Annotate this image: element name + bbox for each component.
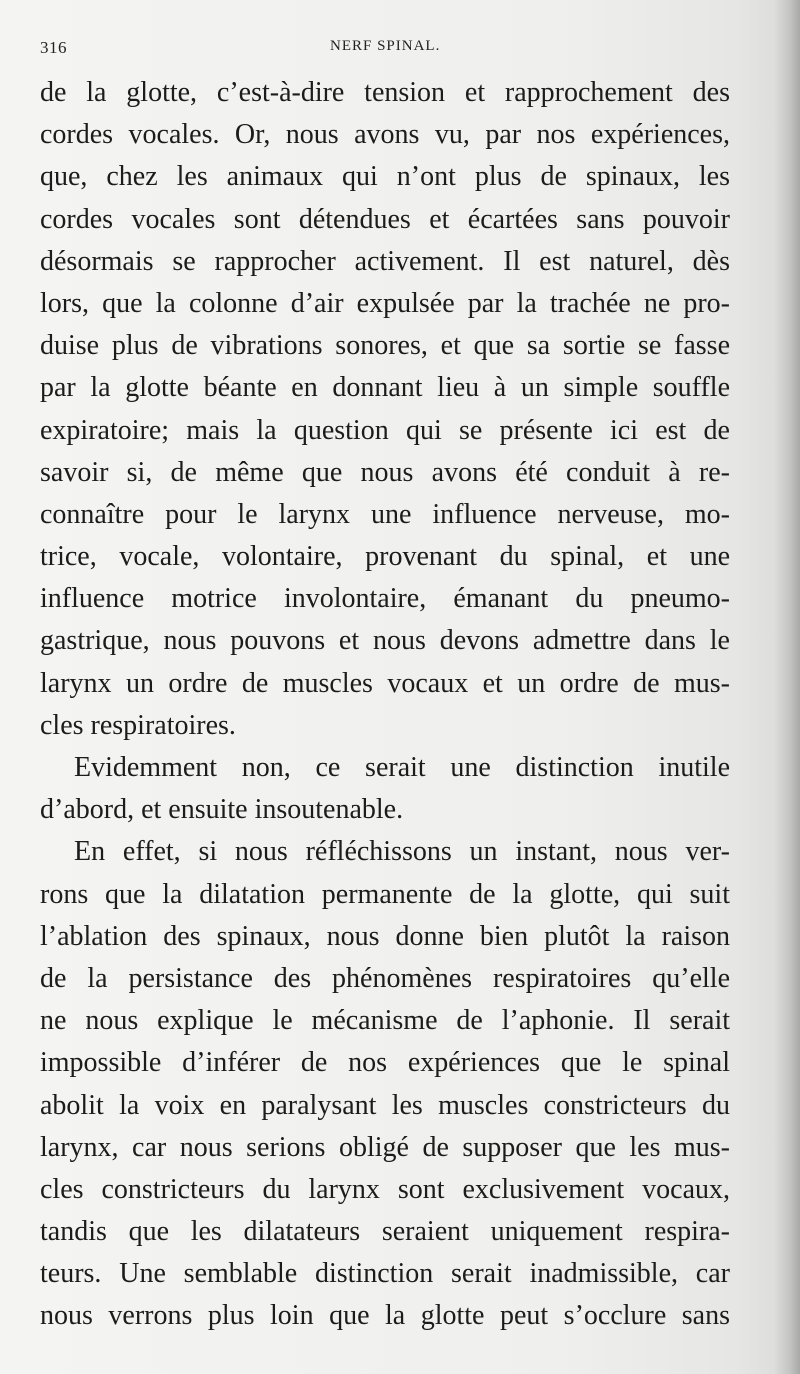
- text-line: que, chez les animaux qui n’ont plus de spinaux, les: [40, 161, 730, 193]
- text-line: cordes vocales. Or, nous avons vu, par nos expériences,: [40, 119, 730, 151]
- text-line: influence motrice involontaire, émanant du pneumo-: [40, 583, 730, 615]
- paragraph-start-line: En effet, si nous réfléchissons un instant, nous ver-: [74, 836, 730, 868]
- text-line: savoir si, de même que nous avons été conduit à re-: [40, 456, 730, 488]
- running-title: NERF SPINAL.: [330, 38, 441, 54]
- text-line: ne nous explique le mécanisme de l’aphonie. Il serait: [40, 1005, 730, 1037]
- text-line: trice, vocale, volontaire, provenant du spinal, et une: [40, 541, 730, 573]
- text-line: nous verrons plus loin que la glotte peut s’occlure sans: [40, 1300, 730, 1332]
- text-line: cles constricteurs du larynx sont exclusivement vocaux,: [40, 1173, 730, 1205]
- text-line: rons que la dilatation permanente de la glotte, qui suit: [40, 878, 730, 910]
- text-line: par la glotte béante en donnant lieu à un simple souffle: [40, 372, 730, 404]
- text-line: l’ablation des spinaux, nous donne bien plutôt la raison: [40, 920, 730, 952]
- text-line: tandis que les dilatateurs seraient uniquement respira-: [40, 1216, 730, 1248]
- text-line: de la persistance des phénomènes respiratoires qu’elle: [40, 962, 730, 994]
- text-line: teurs. Une semblable distinction serait inadmissible, car: [40, 1258, 730, 1290]
- text-line: de la glotte, c’est-à-dire tension et rapprochement des: [40, 77, 730, 108]
- text-line: larynx un ordre de muscles vocaux et un ordre de mus-: [40, 667, 730, 699]
- paragraph-start-line: Evidemment non, ce serait une distinction inutile: [74, 752, 730, 783]
- text-line: expiratoire; mais la question qui se présente ici est de: [40, 414, 730, 446]
- text-line: larynx, car nous serions obligé de supposer que les mus-: [40, 1131, 730, 1163]
- text-line: lors, que la colonne d’air expulsée par la trachée ne pro-: [40, 287, 730, 319]
- text-line: cordes vocales sont détendues et écartées sans pouvoir: [40, 203, 730, 235]
- text-line: abolit la voix en paralysant les muscles constricteurs du: [40, 1089, 730, 1121]
- text-line: désormais se rapprocher activement. Il est naturel, dès: [40, 245, 730, 277]
- text-line: gastrique, nous pouvons et nous devons admettre dans le: [40, 625, 730, 657]
- paragraph-end-line: cles respiratoires.: [40, 709, 236, 741]
- page-number: 316: [40, 38, 67, 57]
- text-line: connaître pour le larynx une influence nerveuse, mo-: [40, 498, 730, 530]
- body-text: [40, 72, 730, 1338]
- paragraph-end-line: d’abord, et ensuite insoutenable.: [40, 794, 404, 826]
- text-line: duise plus de vibrations sonores, et que sa sortie se fasse: [40, 330, 730, 362]
- page-gutter-shadow: [774, 0, 800, 1374]
- text-line: impossible d’inférer de nos expériences que le spinal: [40, 1047, 730, 1079]
